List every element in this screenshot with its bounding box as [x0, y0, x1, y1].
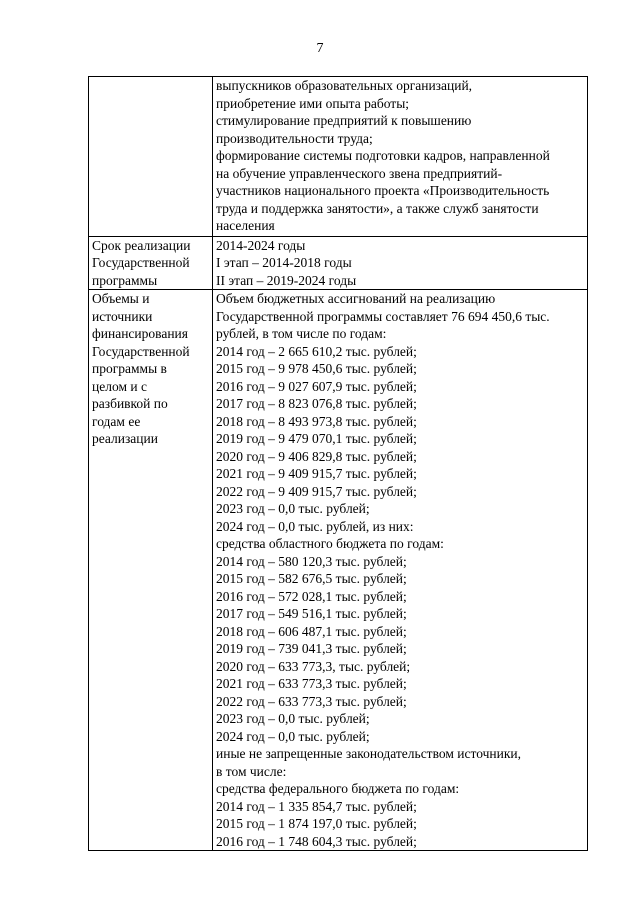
content-line: в том числе:	[216, 763, 287, 779]
content-line: населения	[216, 218, 275, 233]
content-line: 2016 год – 1 748 604,3 тыс. рублей;	[216, 833, 417, 849]
label-line: годам ее	[92, 413, 141, 429]
label-line: разбивкой по	[92, 396, 168, 411]
label-line: программы в	[92, 361, 167, 376]
content-line: иные не запрещенные законодательством источники,	[216, 746, 522, 761]
content-line: участников национального проекта «Производительность	[216, 183, 550, 198]
content-line: 2019 год – 9 479 070,1 тыс. рублей;	[216, 431, 417, 446]
row-label-cell	[89, 236, 213, 290]
content-line: 2018 год – 606 487,1 тыс. рублей;	[216, 623, 407, 639]
row-label-cell	[89, 77, 213, 237]
row-content-cell	[213, 77, 588, 237]
content-line: на обучение управленческого звена предприятий-	[216, 165, 503, 181]
content-line: 2016 год – 572 028,1 тыс. рублей;	[216, 588, 407, 604]
content-line: 2017 год – 549 516,1 тыс. рублей;	[216, 606, 407, 621]
content-line: 2023 год – 0,0 тыс. рублей;	[216, 501, 370, 516]
content-line: 2022 год – 633 773,3 тыс. рублей;	[216, 693, 407, 709]
label-line: Государственной	[92, 343, 190, 359]
content-line: 2014-2024 годы	[216, 237, 306, 253]
label-line: Государственной	[92, 255, 190, 270]
content-line: производительности труда;	[216, 130, 373, 146]
label-line: финансирования	[92, 326, 188, 341]
program-passport-table	[88, 76, 588, 851]
row-content-cell	[213, 290, 588, 851]
content-line: формирование системы подготовки кадров, направленной	[216, 148, 550, 163]
row-label-cell	[89, 290, 213, 851]
table-row	[89, 290, 588, 851]
label-line: реализации	[92, 431, 158, 446]
table-row	[89, 236, 588, 290]
content-line: 2015 год – 9 978 450,6 тыс. рублей;	[216, 361, 417, 376]
label-line: Срок реализации	[92, 237, 191, 253]
content-line: I этап – 2014-2018 годы	[216, 255, 352, 270]
content-line: 2014 год – 1 335 854,7 тыс. рублей;	[216, 798, 417, 814]
content-line: 2014 год – 580 120,3 тыс. рублей;	[216, 553, 407, 569]
page-number: 7	[316, 41, 324, 56]
content-line: 2022 год – 9 409 915,7 тыс. рублей;	[216, 483, 417, 499]
content-line: II этап – 2019-2024 годы	[216, 272, 357, 288]
content-line: 2023 год – 0,0 тыс. рублей;	[216, 711, 370, 726]
label-line: программы	[92, 272, 158, 288]
row-content-cell	[213, 236, 588, 290]
content-line: 2017 год – 8 823 076,8 тыс. рублей;	[216, 396, 417, 411]
content-line: Государственной программы составляет 76 694 450,6 тыс.	[216, 308, 550, 324]
content-line: 2015 год – 582 676,5 тыс. рублей;	[216, 571, 407, 586]
table-body	[89, 77, 588, 851]
content-line: 2020 год – 633 773,3, тыс. рублей;	[216, 658, 411, 674]
content-line: 2018 год – 8 493 973,8 тыс. рублей;	[216, 413, 417, 429]
content-line: средства федерального бюджета по годам:	[216, 781, 460, 796]
content-line: средства областного бюджета по годам:	[216, 536, 444, 551]
content-line: рублей, в том числе по годам:	[216, 326, 387, 341]
label-line: Объемы и	[92, 291, 150, 306]
content-line: 2014 год – 2 665 610,2 тыс. рублей;	[216, 343, 417, 359]
content-line: 2019 год – 739 041,3 тыс. рублей;	[216, 641, 407, 656]
label-line: источники	[92, 308, 153, 324]
content-line: 2021 год – 633 773,3 тыс. рублей;	[216, 676, 407, 691]
content-line: 2021 год – 9 409 915,7 тыс. рублей;	[216, 466, 417, 481]
content-line: приобретение ими опыта работы;	[216, 95, 410, 111]
content-line: стимулирование предприятий к повышению	[216, 113, 472, 128]
content-line: 2016 год – 9 027 607,9 тыс. рублей;	[216, 378, 417, 394]
content-line: 2024 год – 0,0 тыс. рублей;	[216, 728, 370, 744]
content-line: выпускников образовательных организаций,	[216, 78, 473, 93]
content-line: 2020 год – 9 406 829,8 тыс. рублей;	[216, 448, 417, 464]
content-line: труда и поддержка занятости», а также служб занятости	[216, 200, 539, 216]
content-line: 2024 год – 0,0 тыс. рублей, из них:	[216, 518, 414, 534]
content-line: 2015 год – 1 874 197,0 тыс. рублей;	[216, 816, 417, 831]
table-row	[89, 77, 588, 237]
label-line: целом и с	[92, 378, 147, 394]
content-line: Объем бюджетных ассигнований на реализацию	[216, 291, 496, 306]
